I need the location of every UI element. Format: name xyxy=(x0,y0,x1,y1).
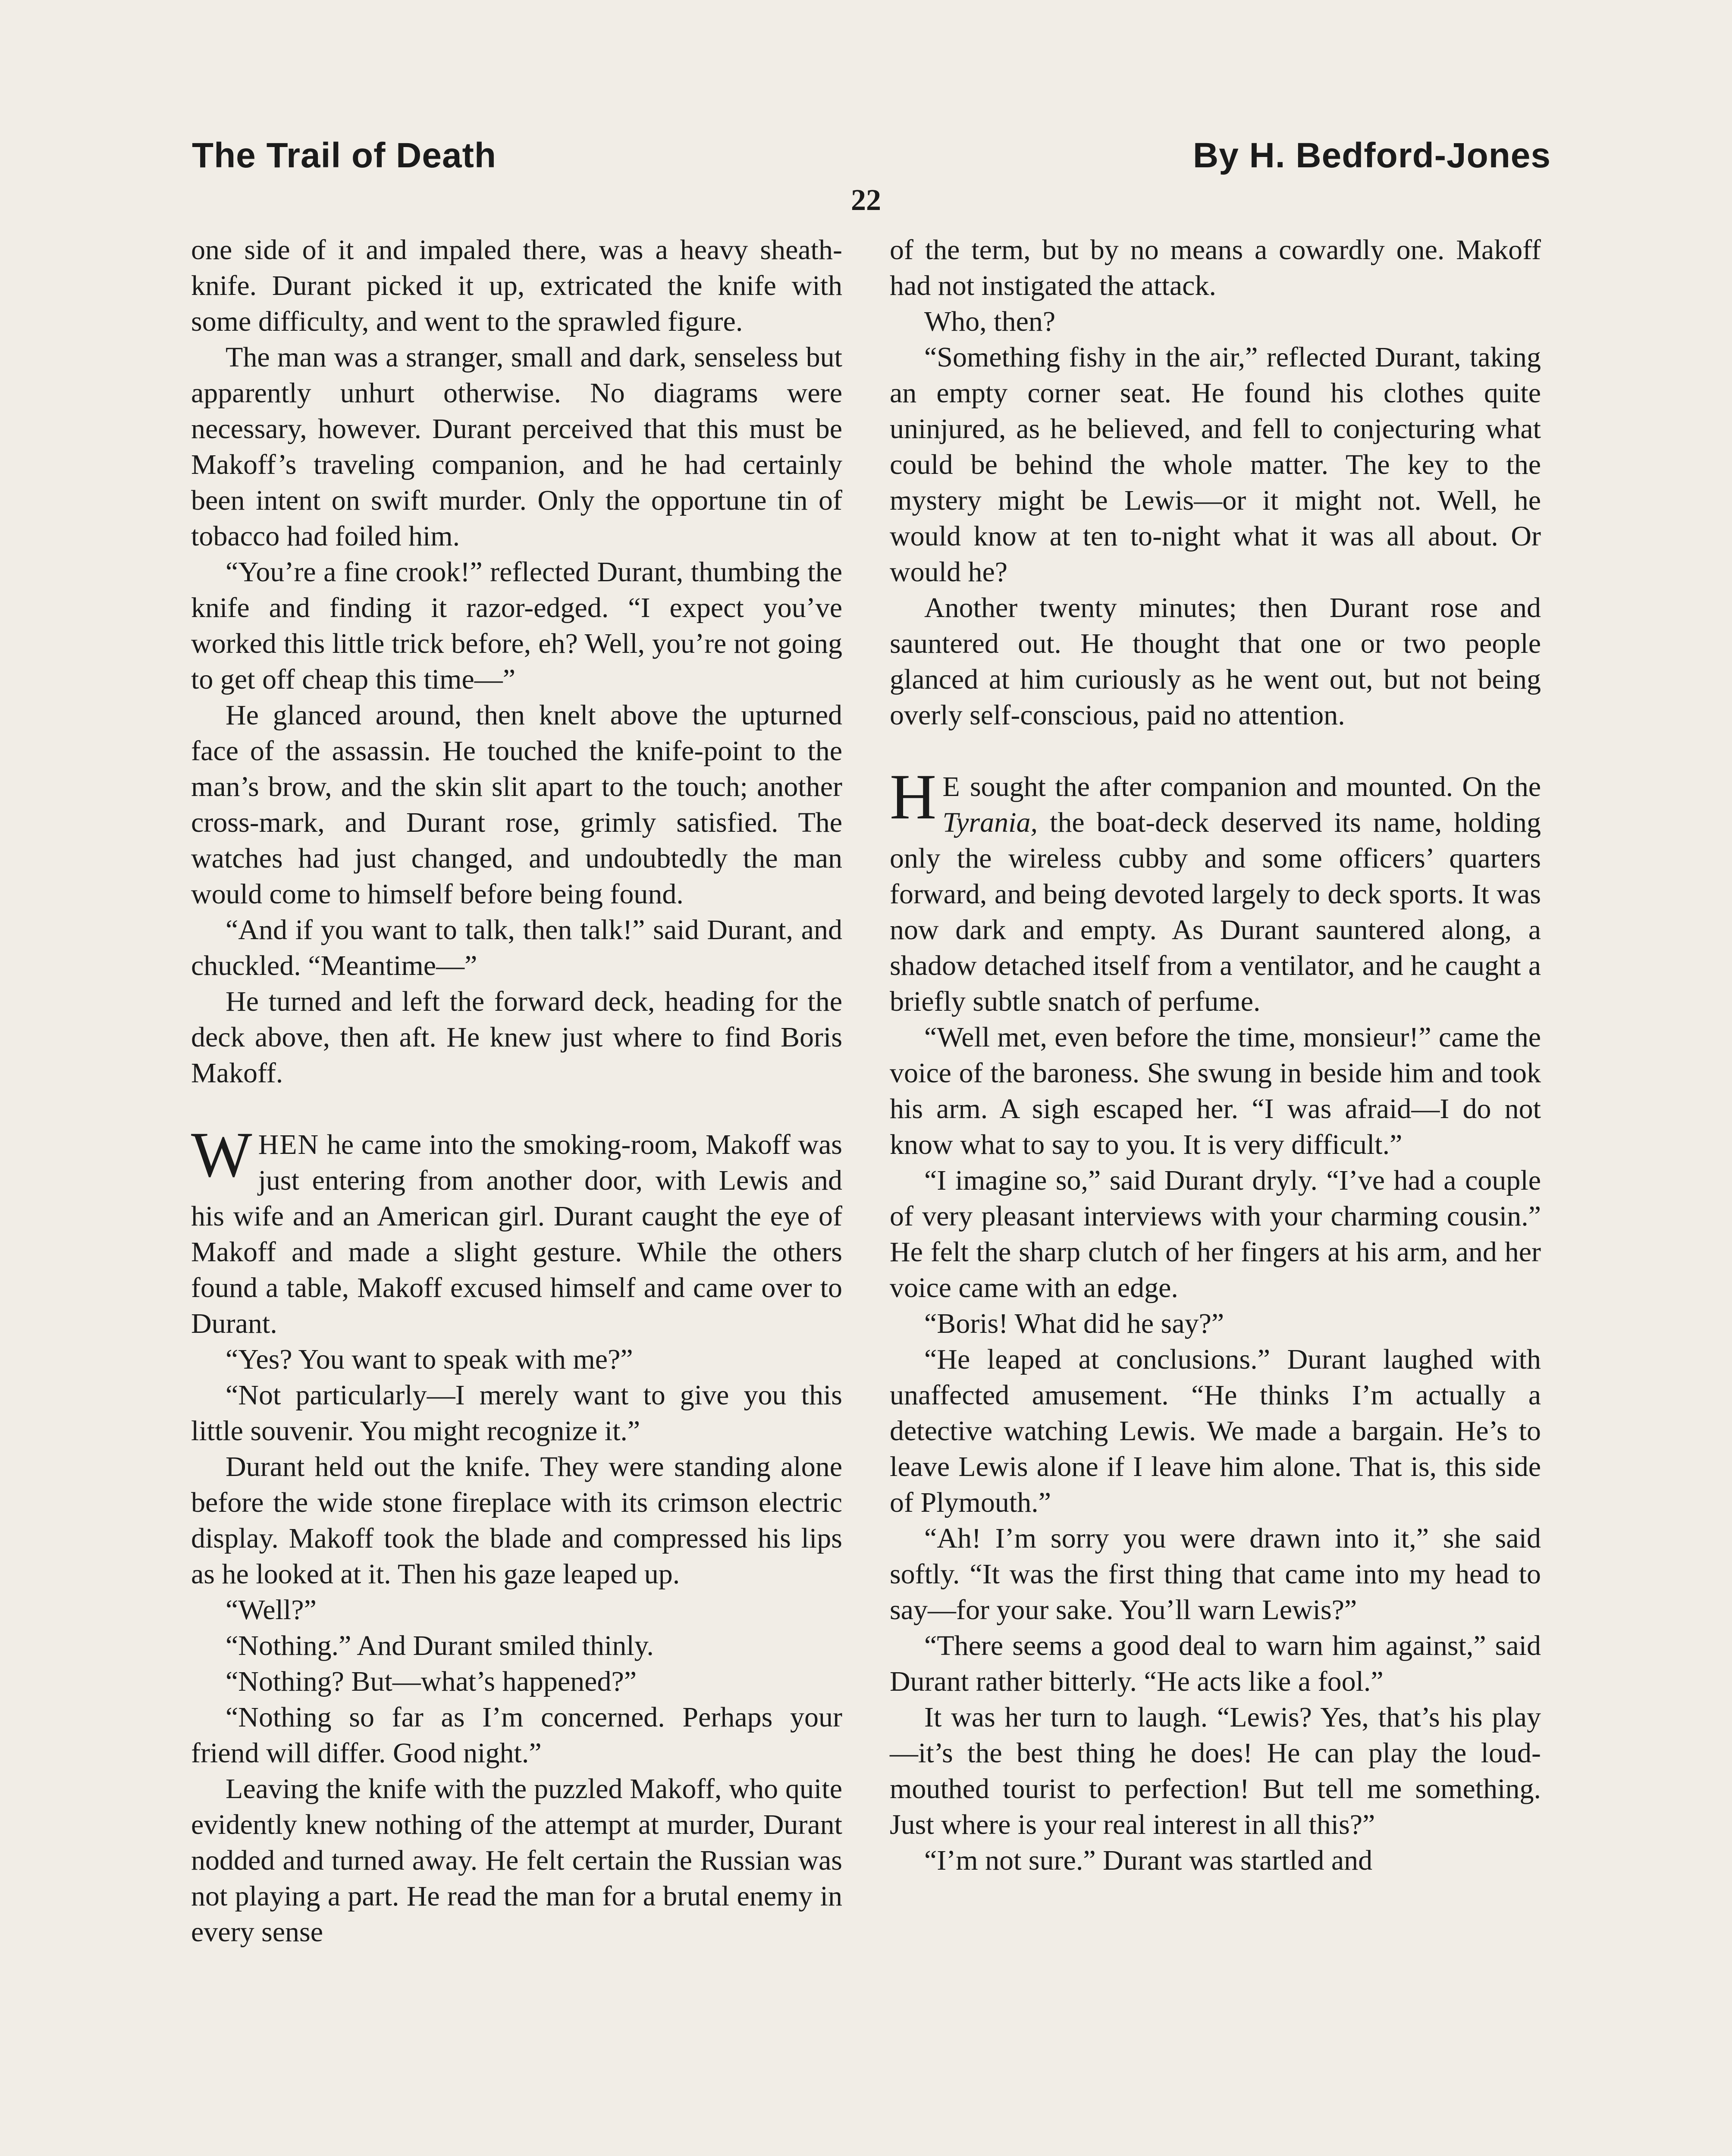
paragraph: Leaving the knife with the puzzled Makoff, who quite evidently knew nothing of the attempt at murder, Durant nodded and turned away. He felt certain the Russian was not playing a part. He read the man for a brutal enemy in every sense xyxy=(191,1773,842,1948)
paragraph: Durant held out the knife. They were standing alone before the wide stone fireplace with its crimson electric display. Makoff took the blade and compressed his lips as he looked at it. Then his gaze leaped up. xyxy=(191,1451,842,1590)
ship-name: Tyrania, xyxy=(942,807,1038,838)
paragraph-text: he came into the smoking-room, Makoff was just entering from another door, with Lewis and his wife and an American girl. Durant caught the eye of Makoff and made a slight gesture. While the others found a table, Makoff excused himself and came over to Durant. xyxy=(191,1129,842,1339)
paragraph: Another twenty minutes; then Durant rose and sauntered out. He thought that one or two people glanced at him curiously as he went out, but not being overly self-conscious, paid no attention. xyxy=(890,592,1541,731)
paragraph: “And if you want to talk, then talk!” said Durant, and chuckled. “Meantime—” xyxy=(191,914,842,981)
story-author: By H. Bedford-Jones xyxy=(1193,136,1551,175)
right-column xyxy=(890,232,1541,1878)
paragraph: It was her turn to laugh. “Lewis? Yes, that’s his play—it’s the best thing he does! He can play the loud-mouthed tourist to perfection! But tell me something. Just where is your real interest in all this?” xyxy=(890,1702,1541,1840)
paragraph: Who, then? xyxy=(924,306,1056,337)
drop-cap: H xyxy=(890,761,937,833)
paragraph: “Not particularly—I merely want to give you this little souvenir. You might recognize it.” xyxy=(191,1379,842,1447)
paragraph: He turned and left the forward deck, heading for the deck above, then aft. He knew just where to find Boris Makoff. xyxy=(191,986,842,1089)
paragraph: The man was a stranger, small and dark, senseless but apparently unhurt otherwise. No diagrams were necessary, however. Durant perceived that this must be Makoff’s traveling companion, and he had certainly been intent on swift murder. Only the opportune tin of tobacco had foiled him. xyxy=(191,342,842,552)
paragraph: “Nothing so far as I’m concerned. Perhaps your friend will differ. Good night.” xyxy=(191,1702,842,1769)
paragraph: “Boris! What did he say?” xyxy=(924,1308,1224,1339)
paragraph: “I imagine so,” said Durant dryly. “I’ve had a couple of very pleasant interviews with your charming cousin.” He felt the sharp clutch of her fingers at his arm, and her voice came with an edge. xyxy=(890,1165,1541,1304)
paragraph: “He leaped at conclusions.” Durant laughed with unaffected amusement. “He thinks I’m actually a detective watching Lewis. We made a bargain. He’s to leave Lewis alone if I leave him alone. That is, this side of Plymouth.” xyxy=(890,1344,1541,1518)
paragraph: “Yes? You want to speak with me?” xyxy=(226,1344,633,1375)
left-column xyxy=(191,232,842,1950)
paragraph: He glanced around, then knelt above the upturned face of the assassin. He touched the knife-point to the man’s brow, and the skin slit apart to the touch; another cross-mark, and Durant rose, grimly satisfied. The watches had just changed, and undoubtedly the man would come to himself before being found. xyxy=(191,699,842,910)
lead-caps: E xyxy=(942,771,961,802)
paragraph: “Something fishy in the air,” reflected Durant, taking an empty corner seat. He found his clothes quite uninjured, as he believed, and fell to conjecturing what could be behind the whole matter. The key to the mystery might be Lewis—or it might not. Well, he would know at ten to-night what it was all about. Or would he? xyxy=(890,342,1541,588)
section-opening-paragraph xyxy=(890,761,1541,1019)
drop-cap: W xyxy=(191,1119,252,1191)
paragraph: “Well met, even before the time, monsieur!” came the voice of the baroness. She swung in beside him and took his arm. A sigh escaped her. “I was afraid—I do not know what to say to you. It is very difficult.” xyxy=(890,1022,1541,1160)
paragraph-text: the boat-deck deserved its name, holding only the wireless cubby and some officers’ quarters forward, and being devoted largely to deck sports. It was now dark and empty. As Durant sauntered along, a shadow detached itself from a ventilator, and he caught a briefly subtle snatch of perfume. xyxy=(890,807,1541,1017)
paragraph: “There seems a good deal to warn him against,” said Durant rather bitterly. “He acts like a fool.” xyxy=(890,1630,1541,1697)
paragraph: “I’m not sure.” Durant was startled and xyxy=(924,1845,1373,1876)
paragraph: “Well?” xyxy=(226,1594,317,1626)
section-opening-paragraph xyxy=(191,1119,842,1341)
paragraph: “Ah! I’m sorry you were drawn into it,” she said softly. “It was the first thing that came into my head to say—for your sake. You’ll warn Lewis?” xyxy=(890,1523,1541,1626)
paragraph: one side of it and impaled there, was a heavy sheath-knife. Durant picked it up, extricated the knife with some difficulty, and went to the sprawled figure. xyxy=(191,234,842,337)
page-number: 22 xyxy=(851,184,881,217)
story-title: The Trail of Death xyxy=(192,136,496,175)
paragraph: “Nothing? But—what’s happened?” xyxy=(226,1666,637,1697)
paragraph-text: sought the after companion and mounted. On the xyxy=(960,771,1541,802)
paragraph: of the term, but by no means a cowardly one. Makoff had not instigated the attack. xyxy=(890,234,1541,301)
paragraph: “You’re a fine crook!” reflected Durant, thumbing the knife and finding it razor-edged. “I expect you’ve worked this little trick before, eh? Well, you’re not going to get off cheap this time—” xyxy=(191,556,842,695)
lead-caps: HEN xyxy=(258,1129,320,1160)
paragraph: “Nothing.” And Durant smiled thinly. xyxy=(226,1630,654,1661)
